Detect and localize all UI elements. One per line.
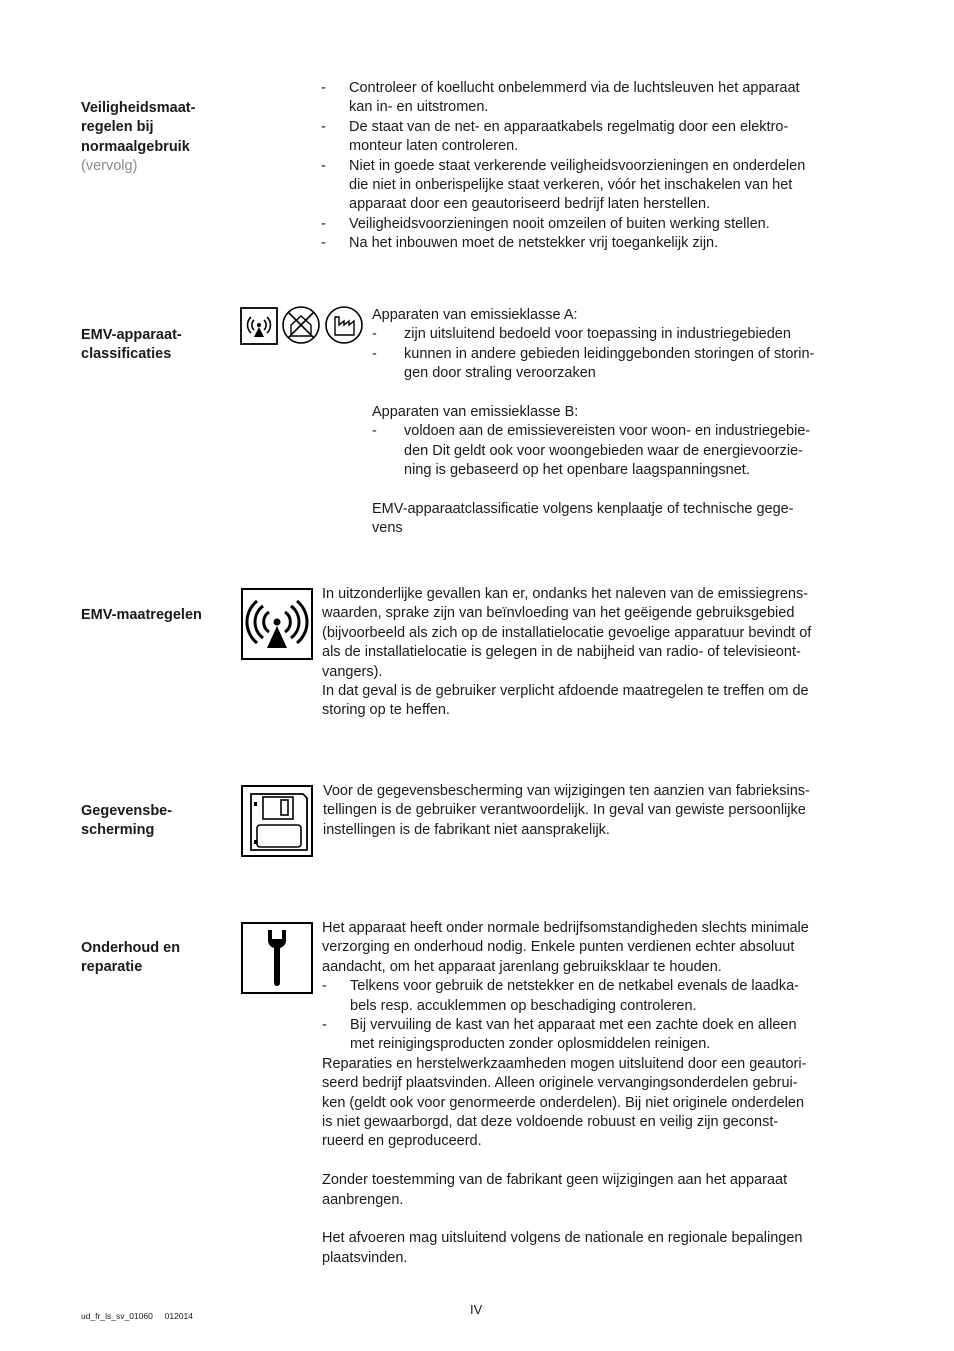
safety-list — [321, 79, 881, 254]
data-protection-text — [323, 782, 883, 840]
paragraph: Het apparaat heeft onder normale bedrijfsomstandigheden slechts minimale verzorging en onderhoud nodig. Enkele punten verdienen echter absoluut aandacht, om het apparaat jarenlang gebruiksklaar te houden. — [322, 920, 809, 975]
list-item: - Veiligheidsvoorzieningen nooit omzeilen of buiten werking stellen. — [321, 215, 881, 234]
emc-measures-text — [322, 585, 882, 721]
emission-warning-icon — [241, 588, 313, 660]
list-item: - Niet in goede staat verkerende veiligheidsvoorzieningen en onderdelen die niet in onberispelijke staat verkeren, vóór het inschakelen van het apparaat door een geautoriseerd bedrijf laten herstellen. — [321, 157, 881, 215]
paragraph: In dat geval is de gebruiker verplicht afdoende maatregelen te treffen om de storing op te heffen. — [322, 683, 809, 719]
emc-class-text — [372, 306, 872, 539]
document-code: ud_fr_ls_sv_01060 012014 — [81, 1311, 194, 1321]
heading-text: Veiligheidsmaat- regelen bij normaalgebruik — [81, 99, 196, 155]
list-item: - Controleer of koellucht onbelemmerd via de luchtsleuven het apparaat kan in- en uitstromen. — [321, 79, 881, 118]
list-item: - voldoen aan de emissievereisten voor woon- en industriegebie- den Dit geldt ook voor woongebieden waar de energievoorzie- ning is gebaseerd op het openbare laagspanningsnet. — [372, 422, 872, 480]
emc-note: EMV-apparaatclassificatie volgens kenplaatje of technische gege- vens — [372, 501, 794, 537]
maintenance-text — [322, 919, 882, 1268]
section-heading-data-protection — [81, 782, 172, 841]
list-item: - Telkens voor gebruik de netstekker en de netkabel evenals de laadka- bels resp. accuklemmen op beschadiging controleren. — [322, 977, 882, 1016]
paragraph: In uitzonderlijke gevallen kan er, ondanks het naleven van de emissiegrens- waarden, sprake zijn van beïnvloeding van het geëigende gebruiksgebied (bijvoorbeeld als zich op de installatielocatie gevoelige apparatuur bevindt of als de installatielocatie is gelegen in de nabijheid van radio- of televisieont- vangers). — [322, 586, 812, 680]
heading-text: EMV-maatregelen — [81, 606, 202, 623]
list-item: - De staat van de net- en apparaatkabels regelmatig door een elektro- monteur laten controleren. — [321, 118, 881, 157]
list-item: - Na het inbouwen moet de netstekker vrij toegankelijk zijn. — [321, 234, 881, 253]
heading-text: EMV-apparaat- classificaties — [81, 326, 182, 362]
class-b-heading: Apparaten van emissieklasse B: — [372, 404, 579, 421]
floppy-disk-icon — [241, 785, 313, 857]
paragraph: Het afvoeren mag uitsluitend volgens de nationale en regionale bepalingen plaatsvinden. — [322, 1230, 803, 1266]
wrench-icon — [241, 922, 313, 994]
list-item: - Bij vervuiling de kast van het apparaat met een zachte doek en alleen met reinigingsproducten zonder oplosmiddelen reinigen. — [322, 1016, 882, 1055]
class-a-heading: Apparaten van emissieklasse A: — [372, 307, 578, 323]
heading-text: Onderhoud en reparatie — [81, 939, 181, 975]
section-heading-safety — [81, 79, 195, 196]
paragraph: Voor de gegevensbescherming van wijzigingen ten aanzien van fabrieksins- tellingen is de gebruiker verantwoordelijk. In geval van gewiste persoonlijke instellingen is de fabrikant niet aansprakelijk. — [323, 783, 810, 838]
page-number: IV — [470, 1302, 483, 1317]
industrial-icon — [324, 305, 364, 345]
list-item: - kunnen in andere gebieden leidinggebonden storingen of storin- gen door straling veroorzaken — [372, 345, 872, 384]
heading-subtitle: (vervolg) — [81, 158, 138, 174]
section-heading-maintenance — [81, 919, 180, 978]
list-item: - zijn uitsluitend bedoeld voor toepassing in industriegebieden — [372, 325, 872, 344]
no-residential-icon — [281, 305, 321, 345]
paragraph: Reparaties en herstelwerkzaamheden mogen uitsluitend door een geautori- seerd bedrijf plaatsvinden. Alleen originele vervangingsonderdelen gebrui- ken (geldt ook voor genormeerde onderdelen). Bij niet originele onderdelen is niet gewaarborgd, dat deze voldoende robuust en veilig zijn geconst- rueerd en geproduceerd. — [322, 1055, 807, 1150]
section-heading-emc-measures — [81, 586, 202, 625]
paragraph: Zonder toestemming van de fabrikant geen wijzigingen aan het apparaat aanbrengen. — [322, 1172, 788, 1208]
emission-class-a-icon — [240, 307, 278, 345]
section-heading-emc-class — [81, 306, 182, 365]
heading-text: Gegevensbe- scherming — [81, 802, 173, 838]
